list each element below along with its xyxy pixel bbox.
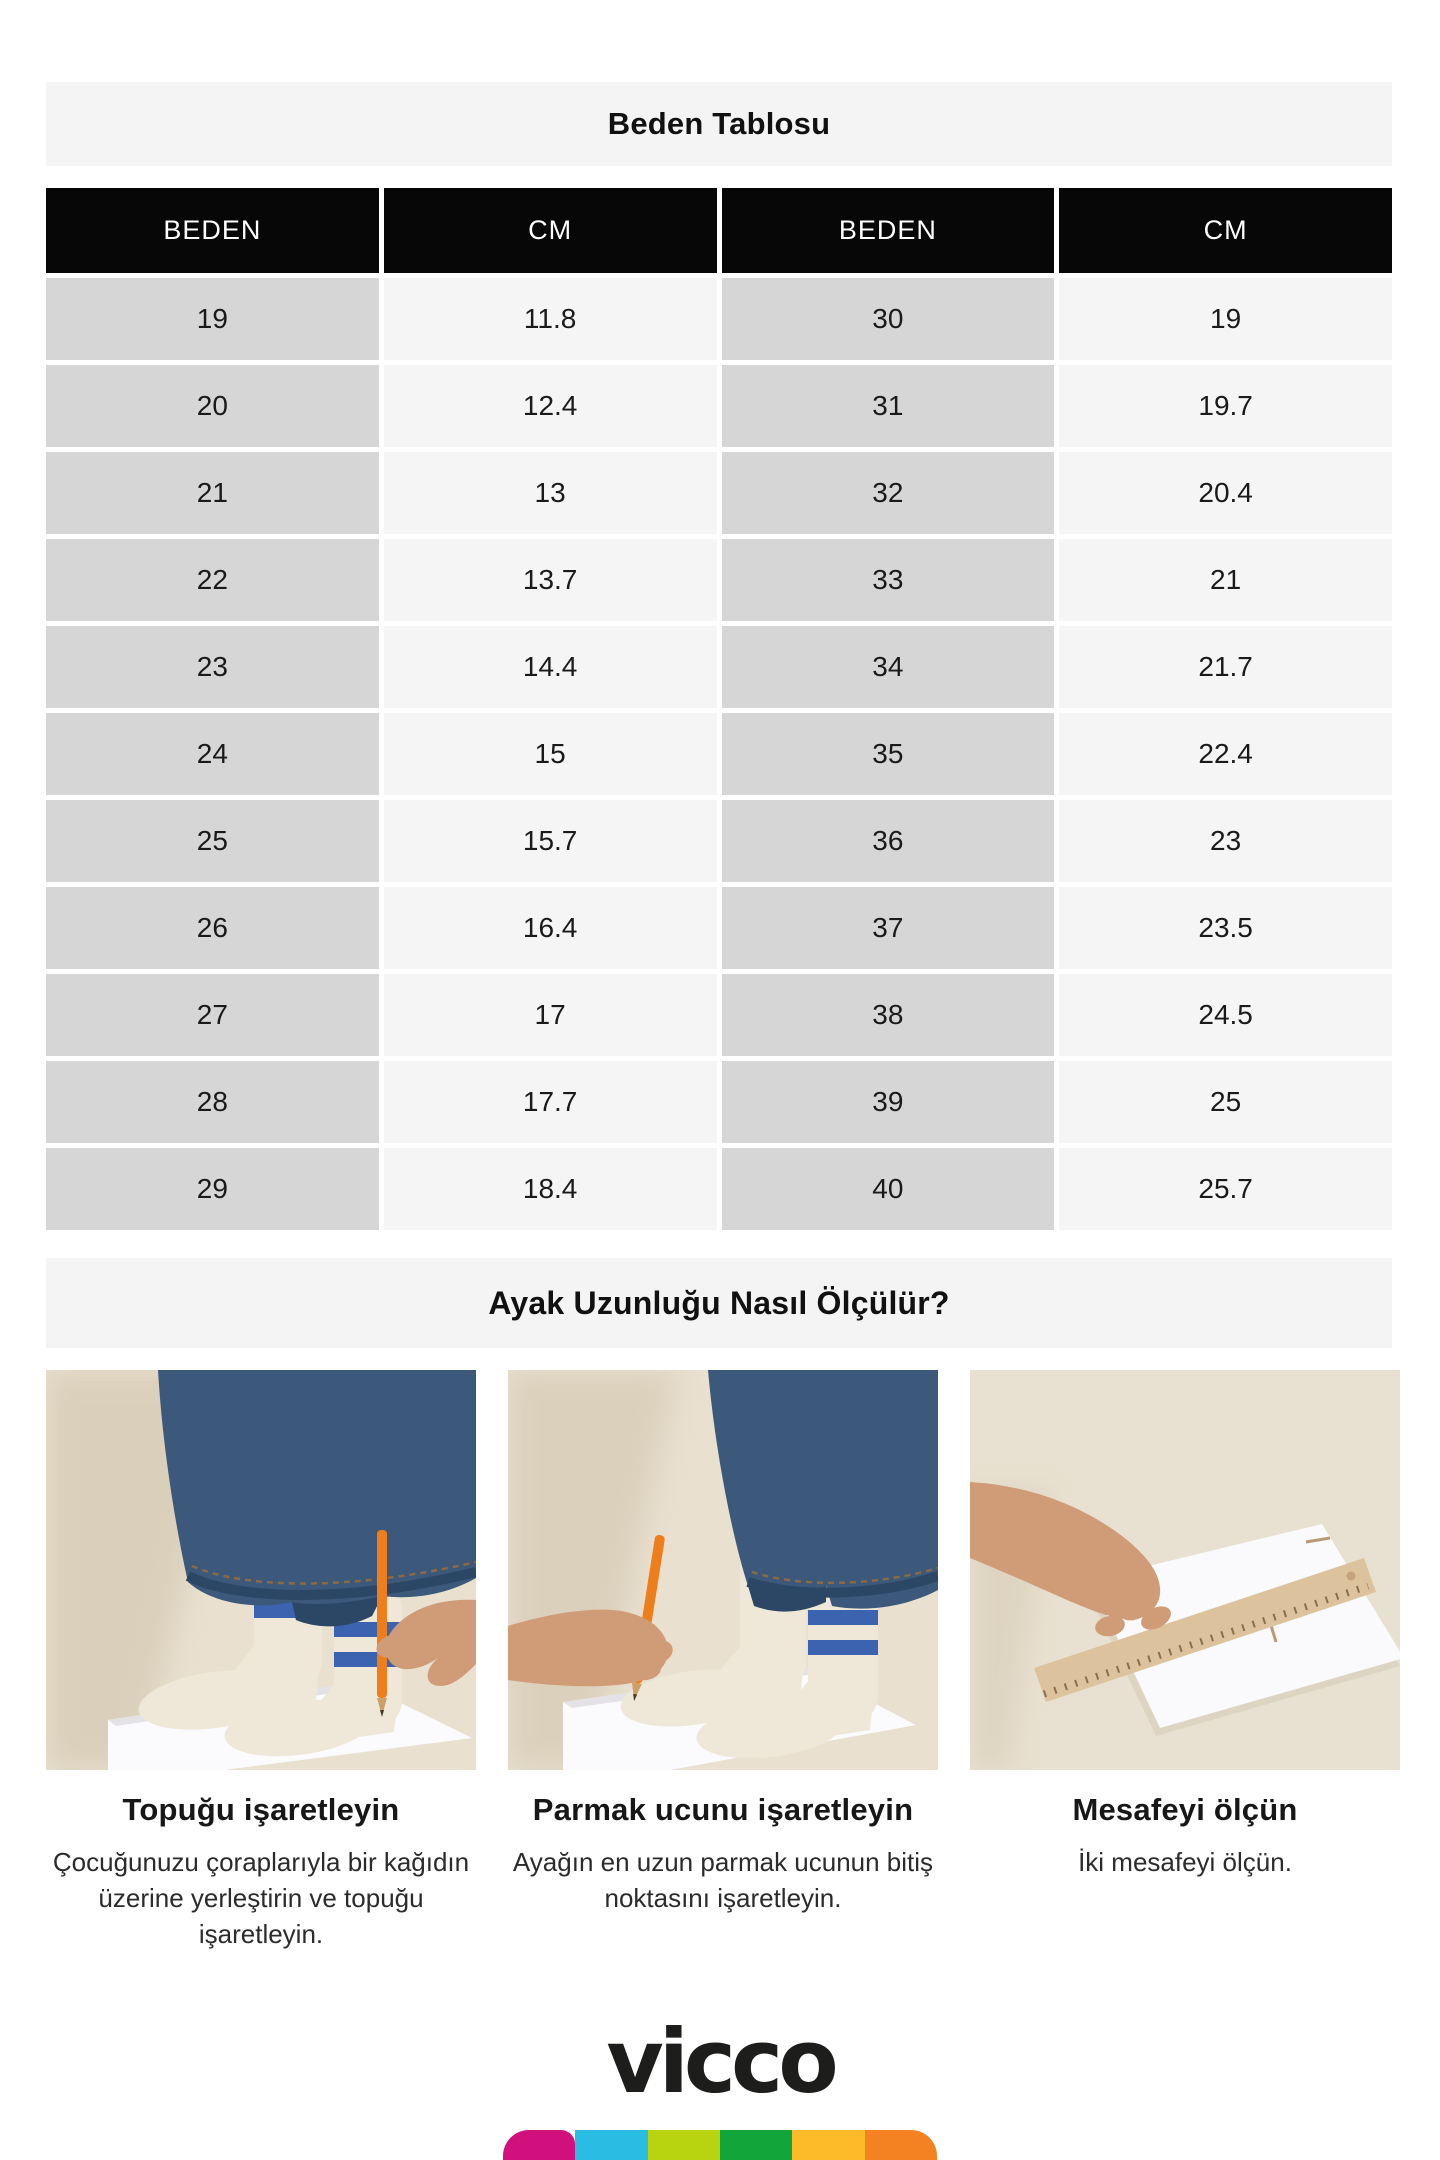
vicco-logo: vicco <box>606 2010 834 2113</box>
measure-distance-illustration <box>970 1370 1400 1770</box>
step-caption-mark-heel <box>46 1792 476 1952</box>
table-cell: 36 <box>722 800 1055 882</box>
table-cell: 19.7 <box>1059 365 1392 447</box>
pencil-icon <box>377 1530 387 1717</box>
size-table <box>46 188 1392 1230</box>
vicco-logo-color-bar <box>503 2130 937 2160</box>
color-bar-segment-green <box>720 2130 792 2160</box>
table-cell: 21 <box>1059 539 1392 621</box>
table-cell: 21 <box>46 452 379 534</box>
color-bar-segment-yellow <box>792 2130 864 2160</box>
table-cell: 25 <box>46 800 379 882</box>
step-heading: Parmak ucunu işaretleyin <box>532 1792 914 1827</box>
table-cell: 28 <box>46 1061 379 1143</box>
table-cell: 17.7 <box>384 1061 717 1143</box>
column-header-beden-2: BEDEN <box>722 188 1055 273</box>
mark-toe-illustration <box>508 1370 938 1770</box>
column-header-cm-1: CM <box>384 188 717 273</box>
measure-section-title-bar <box>46 1258 1392 1348</box>
table-cell: 31 <box>722 365 1055 447</box>
table-cell: 17 <box>384 974 717 1056</box>
measure-section-title: Ayak Uzunluğu Nasıl Ölçülür? <box>488 1284 950 1321</box>
table-cell: 23.5 <box>1059 887 1392 969</box>
table-cell: 22.4 <box>1059 713 1392 795</box>
color-bar-segment-orange <box>865 2130 937 2160</box>
table-cell: 24 <box>46 713 379 795</box>
table-cell: 30 <box>722 278 1055 360</box>
table-cell: 15.7 <box>384 800 717 882</box>
size-table-title-bar <box>46 82 1392 166</box>
table-cell: 20.4 <box>1059 452 1392 534</box>
table-cell: 14.4 <box>384 626 717 708</box>
table-cell: 24.5 <box>1059 974 1392 1056</box>
table-cell: 25 <box>1059 1061 1392 1143</box>
color-bar-segment-cyan <box>575 2130 647 2160</box>
step-description: İki mesafeyi ölçün. <box>1078 1847 1292 1877</box>
step-heading: Topuğu işaretleyin <box>122 1792 400 1827</box>
table-cell: 15 <box>384 713 717 795</box>
table-cell: 40 <box>722 1148 1055 1230</box>
measure-step-photos <box>46 1370 1400 1770</box>
mark-toe-photo <box>508 1370 938 1770</box>
column-header-cm-2: CM <box>1059 188 1392 273</box>
table-cell: 11.8 <box>384 278 717 360</box>
table-cell: 19 <box>46 278 379 360</box>
table-cell: 38 <box>722 974 1055 1056</box>
table-cell: 23 <box>1059 800 1392 882</box>
table-cell: 33 <box>722 539 1055 621</box>
table-cell: 29 <box>46 1148 379 1230</box>
step-caption-mark-toe <box>508 1792 938 1952</box>
table-cell: 18.4 <box>384 1148 717 1230</box>
mark-heel-illustration <box>46 1370 476 1770</box>
table-cell: 13.7 <box>384 539 717 621</box>
table-cell: 20 <box>46 365 379 447</box>
table-cell: 13 <box>384 452 717 534</box>
table-cell: 34 <box>722 626 1055 708</box>
table-cell: 26 <box>46 887 379 969</box>
mark-heel-photo <box>46 1370 476 1770</box>
table-cell: 39 <box>722 1061 1055 1143</box>
jeans <box>158 1370 476 1626</box>
table-cell: 22 <box>46 539 379 621</box>
size-table-title: Beden Tablosu <box>607 106 831 141</box>
table-cell: 19 <box>1059 278 1392 360</box>
table-cell: 25.7 <box>1059 1148 1392 1230</box>
table-cell: 27 <box>46 974 379 1056</box>
table-cell: 35 <box>722 713 1055 795</box>
table-cell: 37 <box>722 887 1055 969</box>
measure-step-captions <box>46 1792 1400 1952</box>
color-bar-segment-magenta <box>503 2130 575 2160</box>
color-bar-segment-lime <box>648 2130 720 2160</box>
table-cell: 32 <box>722 452 1055 534</box>
table-cell: 23 <box>46 626 379 708</box>
step-description: Ayağın en uzun parmak ucunun bitiş noktasını işaretleyin. <box>512 1847 934 1913</box>
step-heading: Mesafeyi ölçün <box>1072 1792 1298 1827</box>
measure-distance-photo <box>970 1370 1400 1770</box>
table-cell: 21.7 <box>1059 626 1392 708</box>
table-cell: 16.4 <box>384 887 717 969</box>
column-header-beden-1: BEDEN <box>46 188 379 273</box>
step-description: Çocuğunuzu çoraplarıyla bir kağıdın üzerine yerleştirin ve topuğu işaretleyin. <box>52 1847 470 1949</box>
step-caption-measure-distance <box>970 1792 1400 1952</box>
table-cell: 12.4 <box>384 365 717 447</box>
